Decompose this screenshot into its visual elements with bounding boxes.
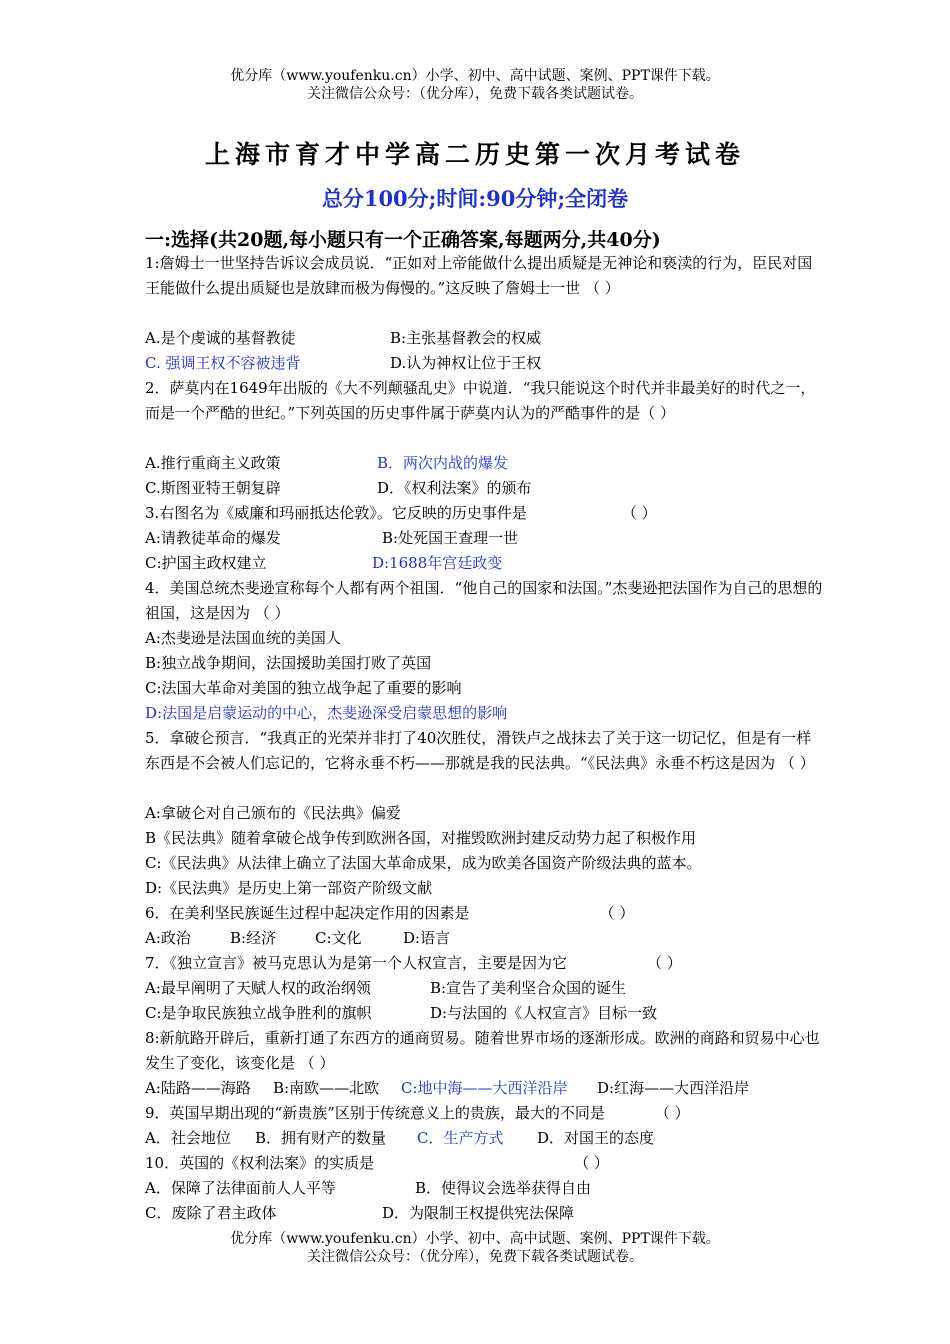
question-7-stem: 7．《独立宣言》被马克思认为是第一个人权宣言，主要是因为它 [145,954,568,972]
question-4-stem: 4．美国总统杰斐逊宣称每个人都有两个祖国．“他自己的国家和法国。”杰斐逊把法国作为自己的思想的祖国，这是因为 （ ） [145,579,823,622]
option-b: B:南欧——北欧 [273,1079,380,1097]
question-2-options-row-1 [145,451,825,476]
option-c: C:是争取民族独立战争胜利的旗帜 [145,1004,372,1022]
option-b: B:经济 [230,929,277,947]
option-b: B．拥有财产的数量 [255,1129,387,1147]
option-c: C.斯图亚特王朝复辟 [145,479,281,497]
option-a: A．保障了法律面前人人平等 [145,1179,336,1197]
question-2-options-row-2 [145,476,825,501]
option-d: D．《权利法案》的颁布 [377,479,532,497]
option-a: A．社会地位 [145,1129,231,1147]
question-9-stem: 9．英国早期出现的“新贵族”区别于传统意义上的贵族，最大的不同是 [145,1104,605,1122]
question-1-options-row-2 [145,351,825,376]
question-10-stem-line [145,1151,825,1176]
answer-paren: （ ） [647,954,682,972]
option-b: B．使得议会选举获得自由 [415,1179,592,1197]
option-c-answer: C:地中海——大西洋沿岸 [401,1079,568,1097]
option-d: D:语言 [403,929,451,947]
question-list [145,251,825,1226]
question-3-stem: 3.右图名为《威廉和玛丽抵达伦敦》。它反映的历史事件是 [145,504,527,522]
question-6-stem-line [145,901,825,926]
question-8-options [145,1076,825,1101]
option-a: A.是个虔诚的基督教徒 [145,329,296,347]
option-a: A:最早阐明了天赋人权的政治纲领 [145,979,371,997]
header-line-2: 关注微信公众号：（优分库），免费下载各类试题试卷。 [307,86,643,102]
option-d: D．对国王的态度 [537,1129,655,1147]
footer-line-1: 优分库（www.youfenku.cn）小学、初中、高中试题、案例、PPT课件下载。 [230,1231,720,1247]
question-10-options-row-2 [145,1201,825,1226]
question-7-options-row-2 [145,1001,825,1026]
option-a: A.推行重商主义政策 [145,454,281,472]
header-line-1: 优分库（www.youfenku.cn）小学、初中、高中试题、案例、PPT课件下载。 [230,68,720,84]
question-6-options [145,926,825,951]
question-5-stem: 5．拿破仑预言．“我真正的光荣并非打了40次胜仗，滑铁卢之战抹去了关于这一切记忆，但是有一样东西是不会被人们忘记的，它将永垂不朽——那就是我的民法典。“《民法典》永垂不朽这是因为 （ ） [145,729,815,772]
option-d: D:与法国的《人权宣言》目标一致 [430,1004,658,1022]
question-6-stem: 6．在美利坚民族诞生过程中起决定作用的因素是 [145,904,470,922]
question-3-options-row-1 [145,526,825,551]
question-7-options-row-1 [145,976,825,1001]
option-c: C:文化 [315,929,362,947]
option-b: B《民法典》随着拿破仑战争传到欧洲各国，对摧毁欧洲封建反动势力起了积极作用 [145,829,697,847]
option-a: A:杰斐逊是法国血统的美国人 [145,629,341,647]
option-d-answer: D:1688年宫廷政变 [372,554,503,572]
option-b: B:主张基督教会的权威 [390,329,542,347]
footer-line-2: 关注微信公众号：（优分库），免费下载各类试题试卷。 [307,1249,643,1265]
option-c: C:《民法典》从法律上确立了法国大革命成果，成为欧美各国资产阶级法典的蓝本。 [145,854,702,872]
answer-paren: （ ） [599,904,635,922]
question-10-options-row-1 [145,1176,825,1201]
question-10-stem: 10．英国的《权利法案》的实质是 [145,1154,375,1172]
question-9-stem-line [145,1101,825,1126]
option-a: A:政治 [145,929,191,947]
option-d: D:《民法典》是历史上第一部资产阶级文献 [145,879,433,897]
option-a: A:请教徒革命的爆发 [145,529,281,547]
question-7-stem-line [145,951,825,976]
answer-paren: （ ） [574,1154,609,1172]
question-9-options [145,1126,825,1151]
answer-paren: （ ） [654,1104,690,1122]
option-d: D．为限制王权提供宪法保障 [382,1204,575,1222]
option-b: B:独立战争期间，法国援助美国打败了英国 [145,654,432,672]
option-d: D:红海——大西洋沿岸 [597,1079,750,1097]
option-d-answer: D:法国是启蒙运动的中心，杰斐逊深受启蒙思想的影响 [145,704,508,722]
answer-paren: （ ） [621,504,657,522]
option-c-answer: C．生产方式 [417,1129,504,1147]
exam-info: 总分100分;时间:90分钟;全闭卷 [321,186,629,211]
question-3-stem-line [145,501,825,526]
question-1-stem: 1:詹姆士一世坚持告诉议会成员说．“正如对上帝能做什么提出质疑是无神论和亵渎的行为，臣民对国王能做什么提出质疑也是放肆而极为侮慢的。”这反映了詹姆士一世 （ ） [145,254,813,297]
page-title: 上海市育才中学高二历史第一次月考试卷 [204,140,745,169]
question-2-stem: 2．萨莫内在1649年出版的《大不列颠骚乱史》中说道．“我只能说这个时代并非最美好的时代之一，而是一个严酷的世纪。”下列英国的历史事件属于萨莫内认为的严酷事件的是（ ） [145,379,816,422]
option-d: D.认为神权让位于王权 [390,354,542,372]
option-c: C:护国主政权建立 [145,554,267,572]
option-c: C．废除了君主政体 [145,1204,277,1222]
option-b: B:处死国王查理一世 [382,529,519,547]
question-3-options-row-2 [145,551,825,576]
option-b: B:宣告了美利坚合众国的诞生 [430,979,627,997]
option-c-answer: C. 强调王权不容被违背 [145,354,301,372]
question-1-options-row-1 [145,326,825,351]
option-a: A:陆路——海路 [145,1079,251,1097]
option-c: C:法国大革命对美国的独立战争起了重要的影响 [145,679,462,697]
option-b-answer: B．两次内战的爆发 [377,454,509,472]
section-heading: 一:选择(共20题,每小题只有一个正确答案,每题两分,共40分) [145,229,661,251]
question-8-stem: 8:新航路开辟后，重新打通了东西方的通商贸易。随着世界市场的逐渐形成。欧洲的商路和贸易中心也发生了变化，该变化是 （ ） [145,1029,820,1072]
option-a: A:拿破仑对自己颁布的《民法典》偏爱 [145,804,401,822]
